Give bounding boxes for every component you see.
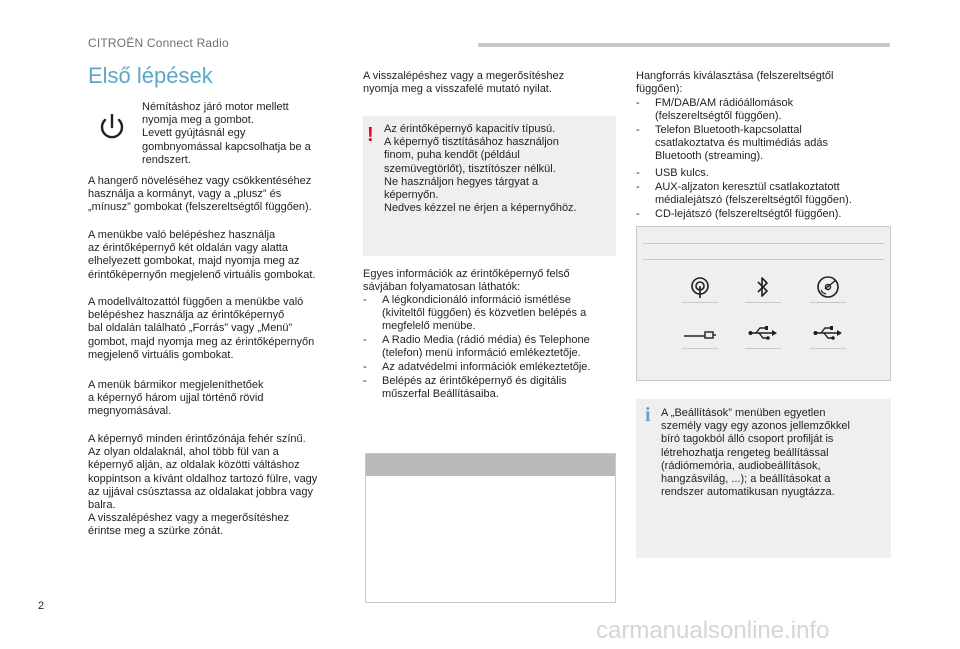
info-icon: i <box>645 404 651 426</box>
icon-underline <box>810 302 846 303</box>
cd-icon <box>811 274 845 300</box>
page-number: 2 <box>38 600 45 612</box>
page-title: Első lépések <box>88 63 213 88</box>
icon-underline <box>745 302 781 303</box>
aux-icon <box>683 320 717 346</box>
divider <box>643 243 884 244</box>
col1-paragraph-1: A hangerő növeléséhez vagy csökkentéséhez használja a kormányt, vagy a „plusz” és „mínusz” gombokat (felszereltségtől függően). <box>88 175 312 214</box>
icon-underline <box>810 348 846 349</box>
col1-paragraph-5: A képernyő minden érintőzónája fehér színű. Az olyan oldalaknál, ahol több fül van a képernyő alján, az oldalak közötti váltáshoz koppintson a kívánt oldalhoz tartozó fülre, vagy az ujjával csúsztassa az oldalakat jobbra vagy balra. A visszalépéshez vagy a megerősítéshez érintse meg a szürke zónát. <box>88 433 318 538</box>
divider <box>643 259 884 260</box>
status-item-1: A légkondicionáló információ ismétlése (kiviteltől függően) és közvetlen belépés a megfelelő menübe. <box>382 294 587 333</box>
power-icon <box>95 110 129 144</box>
col1-paragraph-4: A menük bármikor megjeleníthetőek a képernyő három ujjal történő rövid megnyomásával. <box>88 379 264 418</box>
header-divider <box>478 43 890 47</box>
col1-paragraph-2: A menükbe való belépéshez használja az érintőképernyő két oldalán vagy alatta elhelyezett gombokat, majd nyomja meg az érintőképernyőn megjelenő virtuális gombokat. <box>88 229 316 281</box>
icon-underline <box>682 302 718 303</box>
source-dash: - <box>636 208 640 220</box>
status-bar-intro: Egyes információk az érintőképernyő felső sávjában folyamatosan láthatók: <box>363 268 570 294</box>
radio-icon <box>683 274 717 300</box>
col2-paragraph-1: A visszalépéshez vagy a megerősítéshez nyomja meg a visszafelé mutató nyilat. <box>363 70 565 96</box>
usb-icon <box>746 320 780 346</box>
source-item-2: Telefon Bluetooth-kapcsolattal csatlakoztatva és multimédiás adás Bluetooth (streaming). <box>655 124 829 163</box>
status-item-2: A Radio Media (rádió média) és Telephone (telefon) menü információ emlékeztetője. <box>382 334 590 360</box>
watermark: carmanualsonline.info <box>596 617 830 644</box>
col1-paragraph-3: A modellváltozattól függően a menükbe való belépéshez használja az érintőképernyő bal oldalán található „Forrás” vagy „Menü” gombot, majd nyomja meg az érintőképernyőn megjelenő virtuális gombokat. <box>88 296 315 361</box>
bluetooth-icon <box>746 274 780 300</box>
status-bar-illustration <box>366 454 615 476</box>
source-item-4: AUX-aljzaton keresztül csatlakoztatott médialejátszó (felszereltségtől függően). <box>655 181 852 207</box>
source-dash: - <box>636 97 640 109</box>
status-item-4: Belépés az érintőképernyő és digitális műszerfal Beállításaiba. <box>382 375 567 401</box>
source-item-1: FM/DAB/AM rádióállomások (felszereltségtől függően). <box>655 97 794 123</box>
status-dash: - <box>363 334 367 346</box>
warning-icon: ! <box>367 124 374 146</box>
source-dash: - <box>636 124 640 136</box>
status-dash: - <box>363 294 367 306</box>
info-text: A „Beállítások” menüben egyetlen személy vagy egy azonos jellemzőkkel bíró tagokból álló csoport profilját is létrehozhatja rengeteg beállítással (rádiómemória, audiobeállítások, hangzásvilág, ...); a beállításokat a rendszer automatikusan nyugtázza. <box>661 407 850 499</box>
usb-icon <box>811 320 845 346</box>
icon-underline <box>682 348 718 349</box>
icon-underline <box>745 348 781 349</box>
source-intro: Hangforrás kiválasztása (felszereltségtől függően): <box>636 70 834 96</box>
status-dash: - <box>363 361 367 373</box>
running-header: CITROËN Connect Radio <box>88 36 229 50</box>
status-dash: - <box>363 375 367 387</box>
source-item-3: USB kulcs. <box>655 167 709 179</box>
source-dash: - <box>636 181 640 193</box>
source-item-5: CD-lejátszó (felszereltségtől függően). <box>655 208 842 220</box>
touchscreen-illustration <box>365 453 616 603</box>
power-note: Némításhoz járó motor mellett nyomja meg a gombot. Levett gyújtásnál egy gombnyomással kapcsolhatja be a rendszert. <box>142 101 311 166</box>
warning-text: Az érintőképernyő kapacitív típusú. A képernyő tisztításához használjon finom, puha kendőt (például szemüvegtörlőt), tisztítószer nélkül. Ne használjon hegyes tárgyat a képernyőn. Nedves kézzel ne érjen a képernyőhöz. <box>384 123 577 215</box>
status-item-3: Az adatvédelmi információk emlékeztetője. <box>382 361 591 373</box>
source-selection-illustration <box>636 226 891 381</box>
source-dash: - <box>636 167 640 179</box>
